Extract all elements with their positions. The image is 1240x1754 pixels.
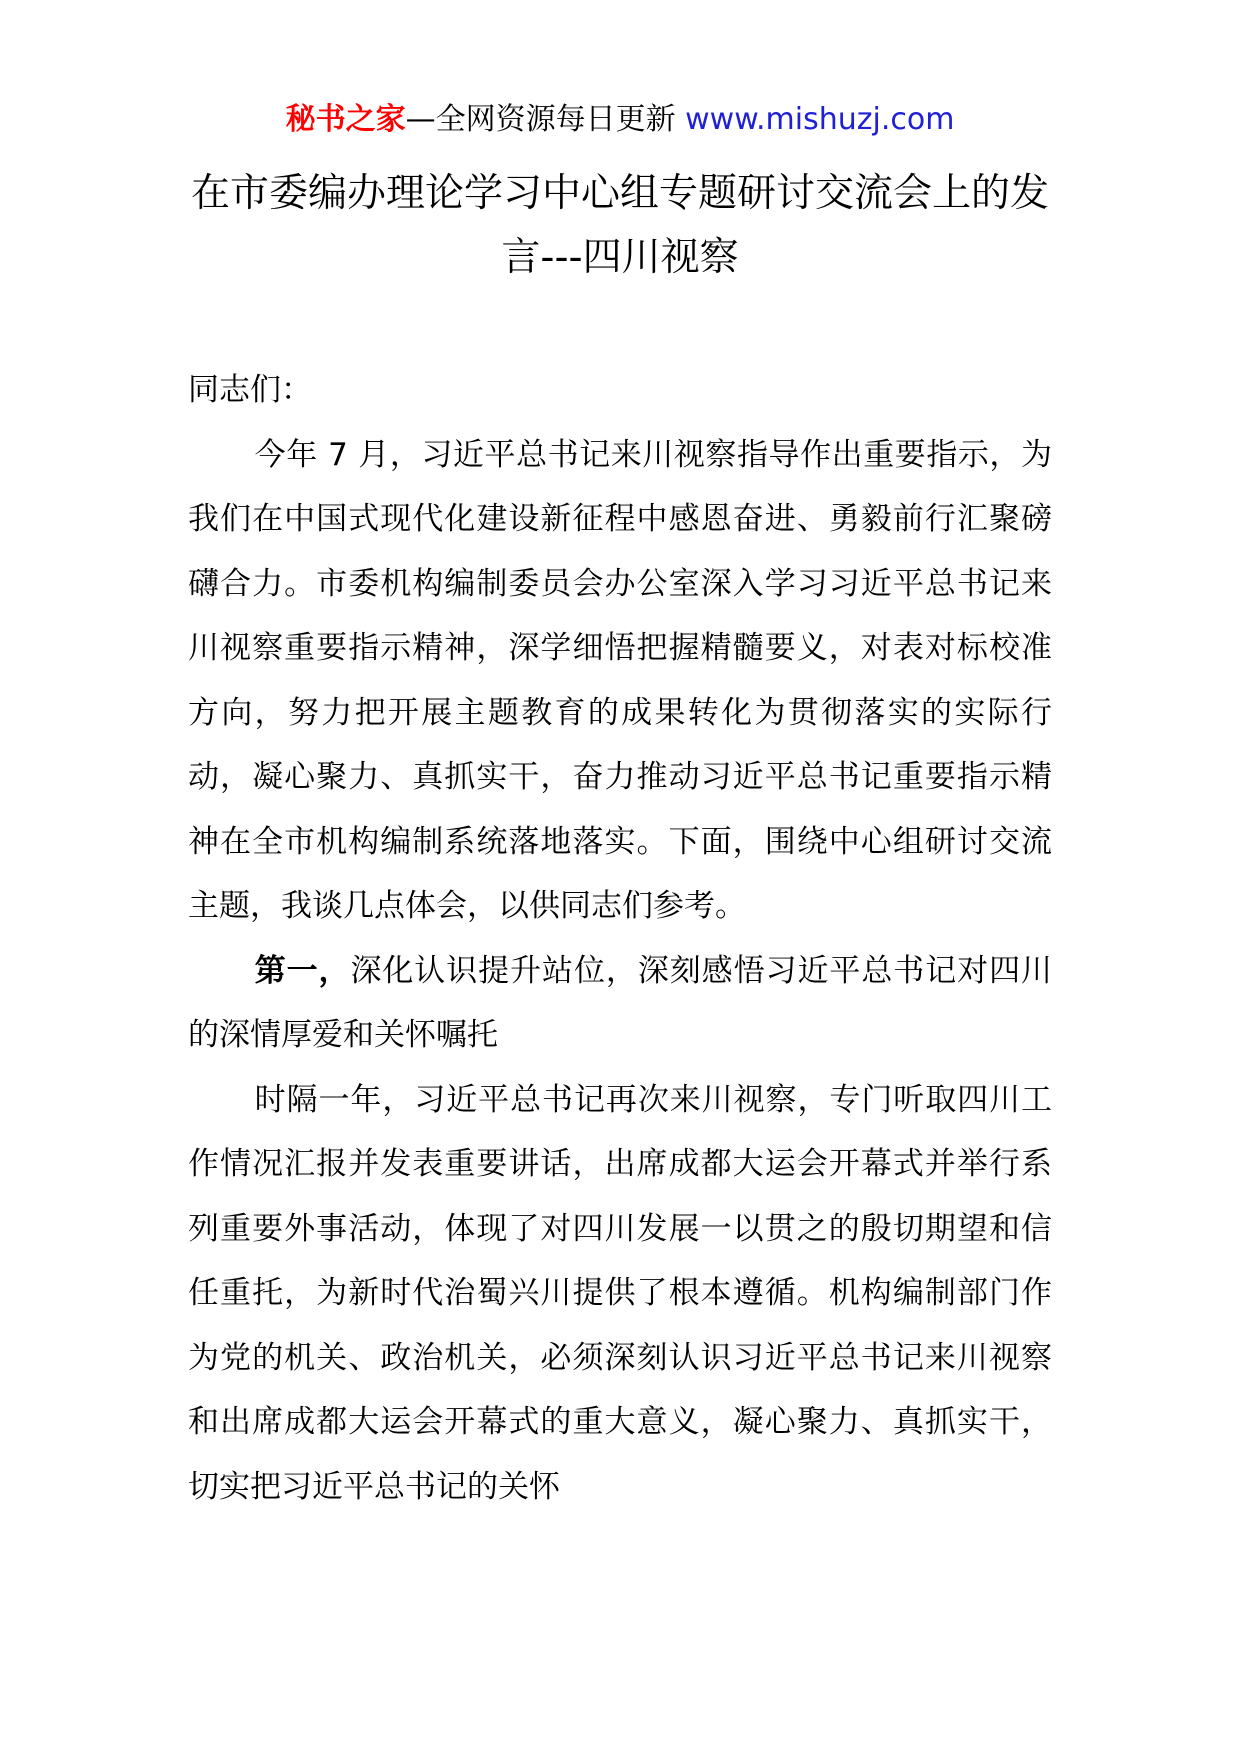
section-heading-1 [188,939,1052,1068]
salutation: 同志们： [188,372,312,408]
section-heading-lead: 第一， [254,952,351,989]
paragraph-section-1: 时隔一年，习近平总书记再次来川视察，专门听取四川工作情况汇报并发表重要讲话，出席成都大运会开幕式并举行系列重要外事活动，体现了对四川发展一以贯之的殷切期望和信任重托，为新时代治蜀兴川提供了根本遵循。机构编制部门作为党的机关、政治机关，必须深刻认识习近平总书记来川视察和出席成都大运会开幕式的重大意义，凝心聚力、真抓实干，切实把习近平总书记的关怀 [188,1081,1052,1505]
site-url: www.mishuzj.com [685,102,955,137]
section-heading-text: 深化认识提升站位，深刻感悟习近平总书记对四川的深情厚爱和关怀嘱托 [188,952,1052,1053]
document-title: 在市委编办理论学习中心组专题研讨交流会上的发言---四川视察 [190,171,1049,280]
paragraph-intro: 今年 7 月，习近平总书记来川视察指导作出重要指示，为我们在中国式现代化建设新征程中感恩奋进、勇毅前行汇聚磅礴合力。市委机构编制委员会办公室深入学习习近平总书记来川视察重要指示精神，深学细悟把握精髓要义，对表对标校准方向，努力把开展主题教育的成果转化为贯彻落实的实际行动，凝心聚力、真抓实干，奋力推动习近平总书记重要指示精神在全市机构编制系统落地落实。下面，围绕中心组研讨交流主题，我谈几点体会，以供同志们参考。 [188,436,1052,924]
brand-name: 秘书之家 [285,102,406,137]
watermark-header [0,100,1240,140]
document-body [188,358,1052,1519]
header-slogan: —全网资源每日更新 [405,102,686,137]
